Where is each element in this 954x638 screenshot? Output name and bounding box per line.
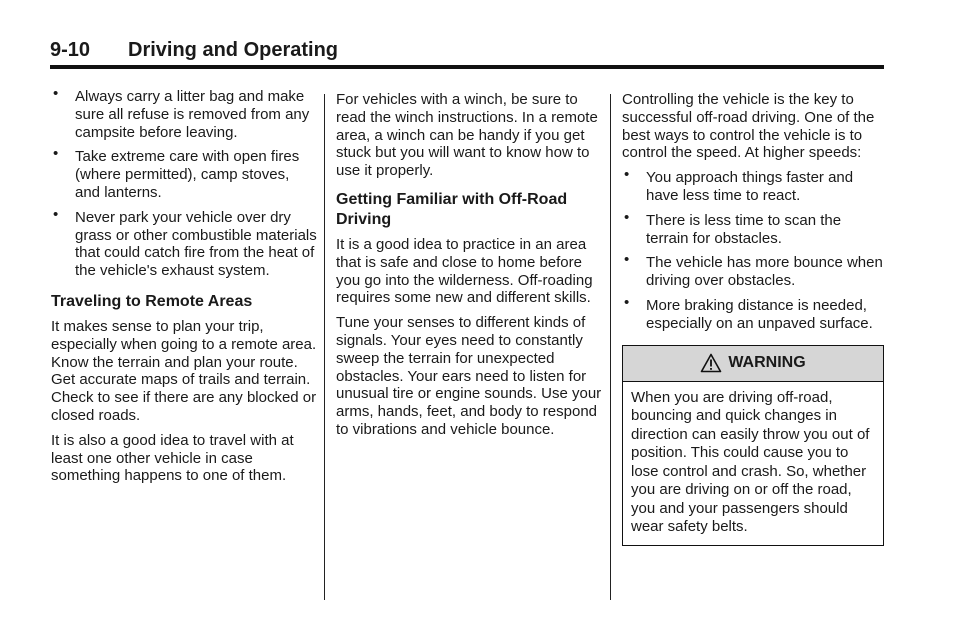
- bullet-icon: •: [53, 145, 59, 163]
- bullet-icon: •: [624, 208, 630, 226]
- list-item: • The vehicle has more bounce when driving over obstacles.: [624, 251, 883, 290]
- list-item: • You approach things faster and have less time to react.: [624, 166, 854, 204]
- section-title: Driving and Operating: [128, 39, 339, 61]
- warning-text: When you are driving off-road, bouncing and quick changes in direction can easily throw you out of position. This could cause you to lose control and crash. So, whether you are driving on or off the road, you and your passengers should wear safety belts.: [631, 388, 870, 536]
- list-item: • Take extreme care with open fires (where permitted), camp stoves, and lanterns.: [53, 145, 300, 201]
- column-right: [622, 91, 884, 546]
- bullet-icon: •: [53, 85, 59, 102]
- page-header: [50, 38, 884, 69]
- column-divider: [610, 94, 611, 600]
- paragraph: It makes sense to plan your trip, especially when going to a remote area. Know the terrain and plan your route. Get accurate maps of trails and terrain. Check to see if there are any blocked or closed roads.: [51, 317, 317, 424]
- bullet-list: [51, 85, 317, 280]
- bullet-icon: •: [624, 166, 630, 184]
- list-item: • Never park your vehicle over dry grass or other combustible materials that could catch fire from the heat of the vehicle's exhaust system.: [53, 205, 317, 280]
- warning-box: [622, 345, 884, 546]
- bullet-list: [622, 166, 884, 332]
- paragraph: Tune your senses to different kinds of signals. Your eyes need to constantly sweep the terrain for unexpected obstacles. Your ears need to listen for unusual tire or engine sounds. Use your arms, hands, feet, and body to respond to vibrations and vehicle bounce.: [336, 314, 602, 438]
- column-middle: [336, 91, 602, 446]
- list-item: • There is less time to scan the terrain for obstacles.: [624, 208, 842, 247]
- warning-triangle-icon: [700, 353, 722, 373]
- list-item: • More braking distance is needed, especially on an unpaved surface.: [624, 293, 873, 332]
- paragraph: It is also a good idea to travel with at least one other vehicle in case something happens to one of them.: [51, 431, 294, 485]
- column-left: [51, 85, 317, 492]
- list-item: • Always carry a litter bag and make sure all refuse is removed from any campsite before leaving.: [53, 85, 310, 141]
- paragraph: Controlling the vehicle is the key to successful off-road driving. One of the best ways to control the vehicle is to control the speed. At higher speeds:: [622, 91, 875, 162]
- warning-header: [623, 346, 883, 382]
- section-heading: Getting Familiar with Off-Road Driving: [336, 190, 568, 228]
- page-number: 9-10: [50, 39, 91, 61]
- warning-title: WARNING: [728, 354, 806, 372]
- section-heading: Traveling to Remote Areas: [51, 292, 253, 310]
- column-divider: [324, 94, 325, 600]
- paragraph: It is a good idea to practice in an area that is safe and close to home before you go into the wilderness. Off-roading requires some new and different skills.: [336, 235, 593, 307]
- bullet-icon: •: [624, 251, 630, 269]
- bullet-icon: •: [624, 293, 630, 311]
- bullet-icon: •: [53, 205, 59, 223]
- paragraph: For vehicles with a winch, be sure to read the winch instructions. In a remote area, a winch can be handy if you get stuck but you will want to know how to use it properly.: [336, 91, 598, 180]
